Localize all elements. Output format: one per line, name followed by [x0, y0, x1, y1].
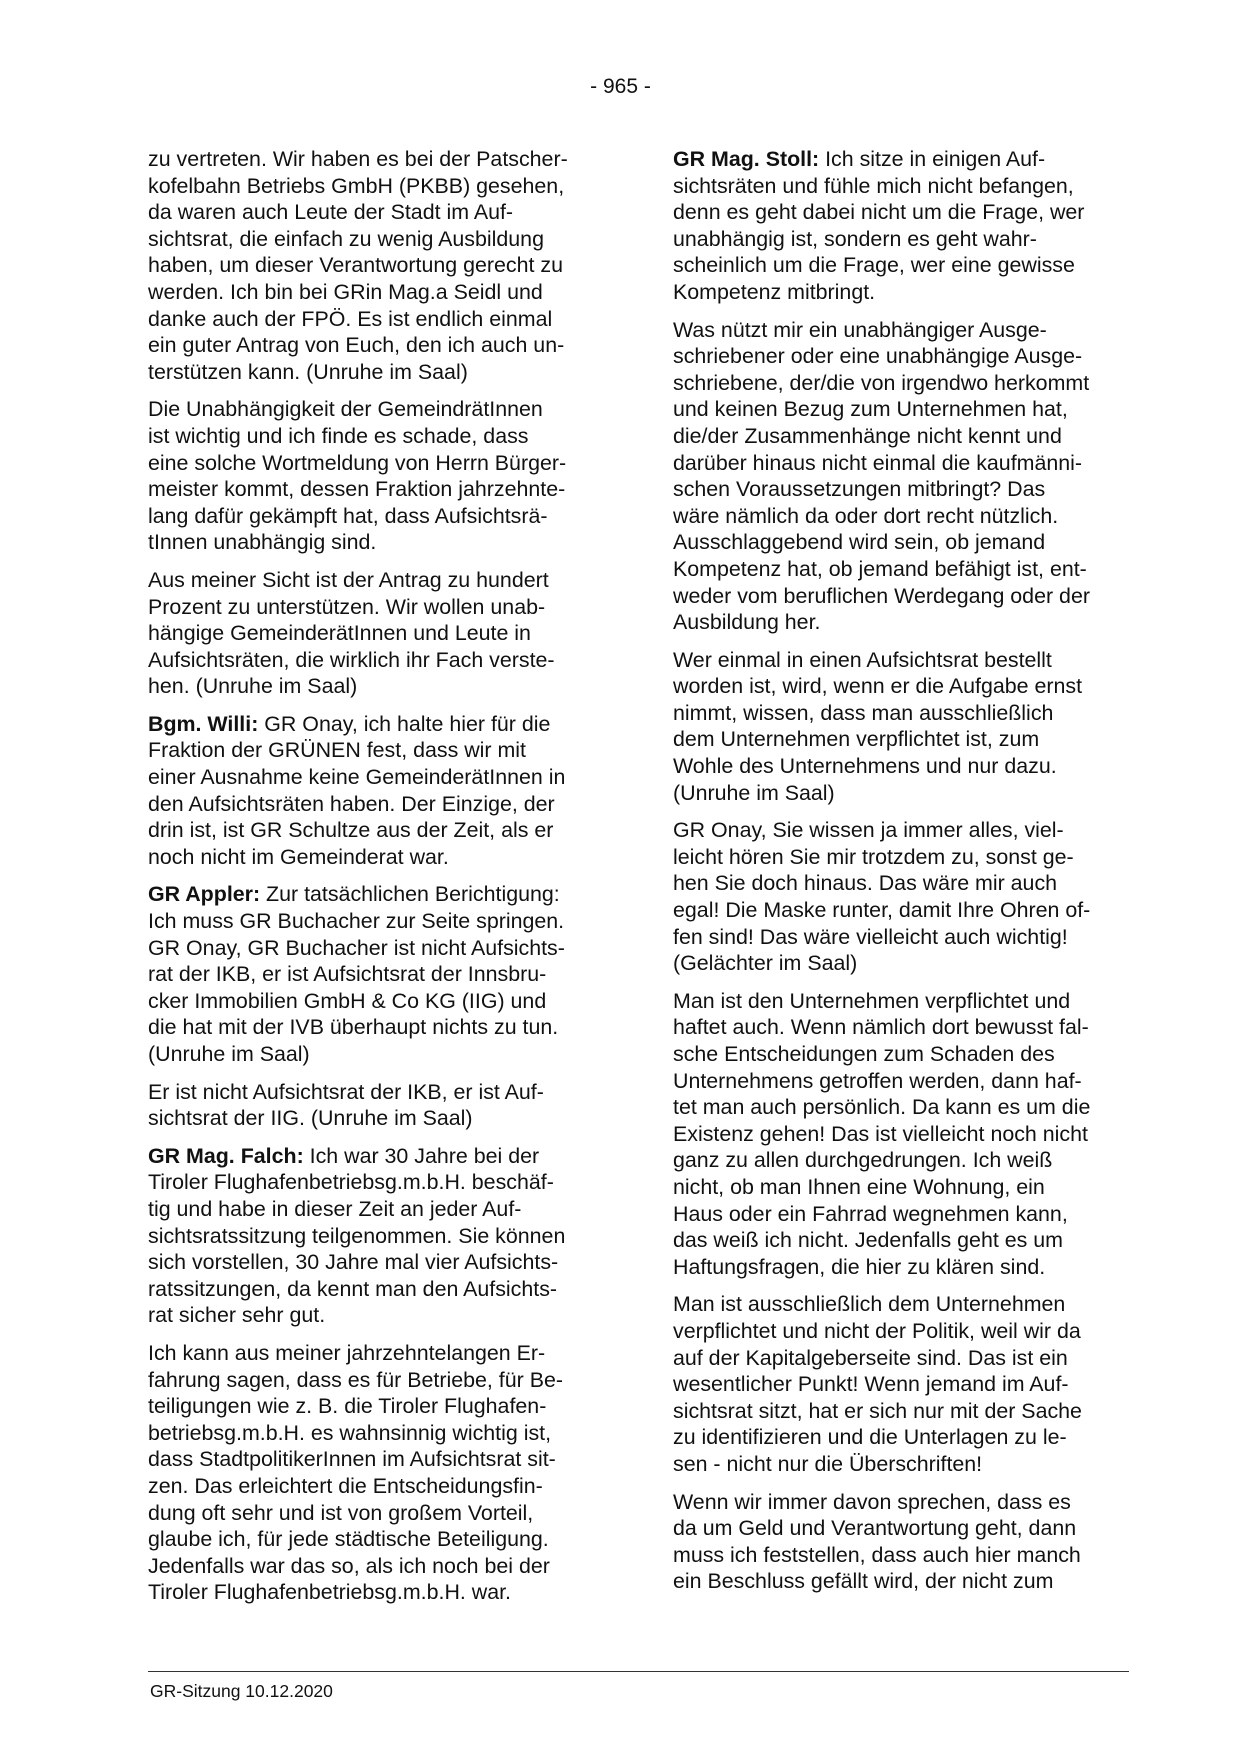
- paragraph-text: Wer einmal in einen Aufsichtsrat bestellt worden ist, wird, wenn er die Aufgabe ernst nimmt, wissen, dass man ausschließlich dem Unternehmen verpflichtet ist, zum Wohle des Unternehmens und nur dazu. (Unruhe im Saal): [673, 647, 1083, 805]
- paragraph-text: Zur tatsächlichen Berichtigung: Ich muss GR Buchacher zur Seite springen. GR Onay, GR Buchacher ist nicht Aufsichts- rat der IKB, er ist Aufsichtsrat der Innsbru- cker Immobilien GmbH & Co KG (IIG) und die hat mit der IVB überhaupt nichts zu tun. (Unruhe im Saal): [148, 882, 565, 1066]
- paragraph: [673, 817, 1128, 977]
- left-column: [148, 146, 603, 1617]
- paragraph: [673, 1489, 1128, 1595]
- paragraph: [148, 1079, 603, 1132]
- paragraph: [673, 317, 1128, 636]
- speaker-name: Bgm. Willi:: [148, 711, 259, 736]
- paragraph: [148, 881, 603, 1067]
- paragraph: [673, 988, 1128, 1281]
- paragraph-text: GR Onay, ich halte hier für die Fraktion der GRÜNEN fest, dass wir mit einer Ausnahme keine GemeinderätInnen in den Aufsichtsräten haben. Der Einzige, der drin ist, ist GR Schultze aus der Zeit, als er noch nicht im Gemeinderat war.: [148, 711, 566, 869]
- paragraph: [148, 1340, 603, 1606]
- paragraph-text: Die Unabhängigkeit der GemeindrätInnen ist wichtig und ich finde es schade, dass eine solche Wortmeldung von Herrn Bürger- meister kommt, dessen Fraktion jahrzehnte- lang dafür gekämpft hat, dass Aufsichtsrä- tInnen unabhängig sind.: [148, 397, 567, 555]
- paragraph: [148, 146, 603, 385]
- paragraph-text: Aus meiner Sicht ist der Antrag zu hundert Prozent zu unterstützen. Wir wollen unab- hängige GemeinderätInnen und Leute in Aufsichtsräten, die wirklich ihr Fach verste- hen. (Unruhe im Saal): [148, 567, 555, 699]
- paragraph-text: Ich sitze in einigen Auf- sichtsräten und fühle mich nicht befangen, denn es geht dabei nicht um die Frage, wer unabhängig ist, sondern es geht wahr- scheinlich um die Frage, wer eine gewisse Kompetenz mitbringt.: [673, 147, 1085, 304]
- paragraph-text: Ich kann aus meiner jahrzehntelangen Er- fahrung sagen, dass es für Betriebe, für Be- teiligungen wie z. B. die Tiroler Flughafen- betriebsg.m.b.H. es wahnsinnig wichtig ist, dass StadtpolitikerInnen im Aufsichtsrat sit- zen. Das erleichtert die Entscheidungsfin- dung oft sehr und ist von großem Vorteil, glaube ich, für jede städtische Beteiligung. Jedenfalls war das so, als ich noch bei der Tiroler Flughafenbetriebsg.m.b.H. war.: [148, 1340, 563, 1605]
- paragraph-text: Wenn wir immer davon sprechen, dass es da um Geld und Verantwortung geht, dann muss ich feststellen, dass auch hier manch ein Beschluss gefällt wird, der nicht zum: [673, 1489, 1081, 1594]
- paragraph-text: zu vertreten. Wir haben es bei der Patscher- kofelbahn Betriebs GmbH (PKBB) gesehen, da waren auch Leute der Stadt im Auf- sichtsrat, die einfach zu wenig Ausbildung haben, um dieser Verantwortung gerecht zu werden. Ich bin bei GRin Mag.a Seidl und danke auch der FPÖ. Es ist endlich einmal ein guter Antrag von Euch, den ich auch un- terstützen kann. (Unruhe im Saal): [148, 147, 568, 384]
- paragraph: [673, 647, 1128, 807]
- paragraph: [148, 396, 603, 556]
- footer-session-date: GR-Sitzung 10.12.2020: [150, 1681, 333, 1701]
- page-number: - 965 -: [590, 75, 651, 98]
- speaker-name: GR Mag. Stoll:: [673, 147, 820, 171]
- paragraph-text: Er ist nicht Aufsichtsrat der IKB, er ist Auf- sichtsrat der IIG. (Unruhe im Saal): [148, 1079, 544, 1131]
- paragraph-text: Man ist den Unternehmen verpflichtet und haftet auch. Wenn nämlich dort bewusst fal- sche Entscheidungen zum Schaden des Unternehmens getroffen werden, dann haf- tet man auch persönlich. Da kann es um die Existenz gehen! Das ist vielleicht noch nicht ganz zu allen durchgedrungen. Ich weiß nicht, ob man Ihnen eine Wohnung, ein Haus oder ein Fahrrad wegnehmen kann, das weiß ich nicht. Jedenfalls geht es um Haftungsfragen, die hier zu klären sind.: [673, 988, 1091, 1279]
- paragraph-text: GR Onay, Sie wissen ja immer alles, viel- leicht hören Sie mir trotzdem zu, sonst ge- hen Sie doch hinaus. Das wäre mir auch egal! Die Maske runter, damit Ihre Ohren of- fen sind! Das wäre vielleicht auch wichtig! (Gelächter im Saal): [673, 818, 1091, 976]
- paragraph-text: Man ist ausschließlich dem Unternehmen verpflichtet und nicht der Politik, weil wir da auf der Kapitalgeberseite sind. Das ist ein wesentlicher Punkt! Wenn jemand im Auf- sichtsrat sitzt, hat er sich nur mit der Sache zu identifizieren und die Unterlagen zu le- sen - nicht nur die Überschriften!: [673, 1292, 1082, 1476]
- right-column: [673, 146, 1128, 1606]
- speaker-name: GR Mag. Falch:: [148, 1143, 304, 1168]
- paragraph: [673, 146, 1128, 306]
- paragraph: [148, 711, 603, 871]
- speaker-name: GR Appler:: [148, 882, 261, 907]
- paragraph: [673, 1291, 1128, 1477]
- footer-divider: [148, 1671, 1129, 1672]
- paragraph-text: Was nützt mir ein unabhängiger Ausge- schriebener oder eine unabhängige Ausge- schriebene, der/die von irgendwo herkommt und keinen Bezug zum Unternehmen hat, die/der Zusammenhänge nicht kennt und darüber hinaus nicht einmal die kaufmänni- schen Voraussetzungen mitbringt? Das wäre nämlich da oder dort recht nützlich. Ausschlaggebend wird sein, ob jemand Kompetenz hat, ob jemand befähigt ist, ent- weder vom beruflichen Werdegang oder der Ausbildung her.: [673, 317, 1090, 635]
- paragraph-text: Ich war 30 Jahre bei der Tiroler Flughafenbetriebsg.m.b.H. beschäf- tig und habe in dieser Zeit an jeder Auf- sichtsratssitzung teilgenommen. Sie können sich vorstellen, 30 Jahre mal vier Aufsichts- ratssitzungen, da kennt man den Aufsichts- rat sicher sehr gut.: [148, 1143, 566, 1328]
- paragraph: [148, 1143, 603, 1329]
- paragraph: [148, 567, 603, 700]
